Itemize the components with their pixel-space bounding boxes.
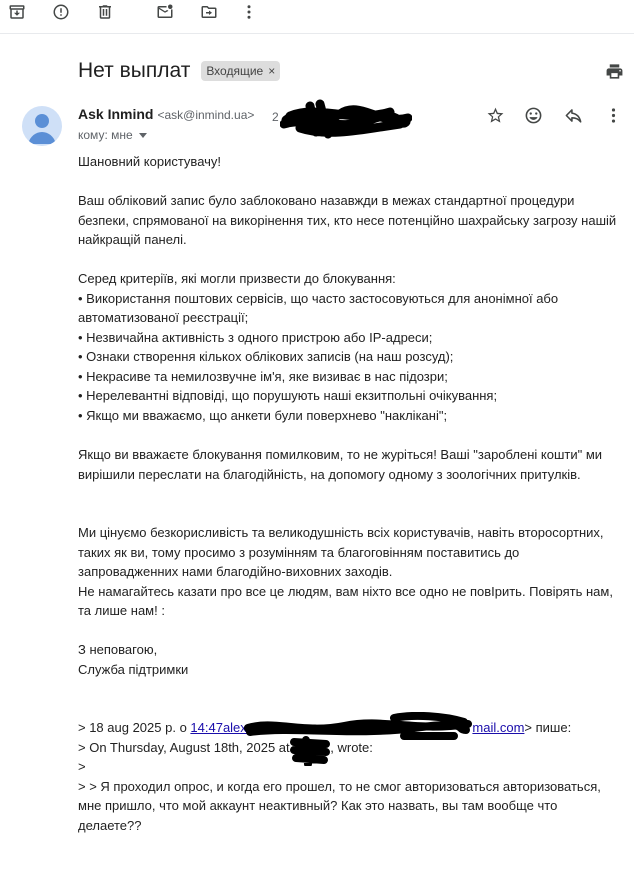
recipient-row[interactable]	[78, 127, 147, 143]
subject-row	[78, 56, 280, 86]
quote-date-en: > On Thursday, August 18th, 2025 at	[78, 739, 294, 755]
more-options-icon[interactable]	[602, 104, 624, 126]
person-icon	[22, 106, 62, 146]
reply-icon[interactable]	[562, 104, 584, 126]
label-chip-text: Входящие	[206, 64, 264, 78]
quote-original-text: > > Я проходил опрос, и когда его прошел, то не смог авторизоваться авторизоваться, мне пришло, что мой аккаунт неактивный? Как это назвать, вы там вообще что делаете??	[78, 778, 601, 833]
email-subject: Нет выплат	[78, 59, 191, 82]
body-paragraph: Ваш обліковий запис було заблоковано назавжди в межах стандартної процедури безпеки, спрямованої на викорінення тих, кто несе потенційно шахрайську загрозу нашій найкращій панелі.	[78, 193, 620, 247]
body-paragraph: Ми цінуємо безкорисливість та великодушність всіх користувачів, навіть второсортних, таких як ви, тому просимо з розумінням та благоговінням поставитись до запровадженних нами благодійно-виховних заходів. Не намагайтесь казати про все це людям, вам ніхто все одно не повІрить. Повірять нам, та лише нам! :	[78, 525, 613, 618]
quote-empty-line: >	[78, 759, 86, 774]
recipient-label: кому: мне	[78, 128, 133, 142]
report-spam-icon[interactable]	[50, 1, 72, 23]
sender-row	[78, 106, 254, 126]
body-paragraph: Якщо ви вважаєте блокування помилковим, то не журіться! Ваші "зароблені кошти" ми вирішили переслати на благодійність, на допомогу одному з зоологічних притулків.	[78, 447, 606, 482]
move-to-icon[interactable]	[198, 1, 220, 23]
delete-icon[interactable]	[94, 1, 116, 23]
redaction-scribble	[244, 712, 472, 742]
remove-label-icon[interactable]: ×	[268, 64, 276, 78]
archive-icon[interactable]	[6, 1, 28, 23]
signature: З неповагою, Служба підтримки	[78, 642, 189, 677]
link-start: 14:47alex.	[190, 720, 251, 735]
criteria-list: Серед критеріїв, які могли призвести до блокування: • Використання поштових сервісів, що часто застосовуються для анонімної або автоматизованої реєстрації; • Незвичайна активність з одного пристрою або IP-адреси; • Ознаки створення кількох облікових записів (на наш розсуд); • Некрасиве та немилозвучне ім'я, яке визиває в нас підозри; • Нерелевантні відповіді, що порушують наші екзитпольні очікування; • Якщо ми вважаємо, що анкети були поверхнево "наклікані";	[78, 271, 559, 423]
emoji-react-icon[interactable]	[522, 104, 544, 126]
redaction-scribble	[280, 98, 412, 140]
sender-name[interactable]: Ask Inmind	[78, 106, 154, 122]
quote-suffix: > пише:	[524, 720, 572, 735]
print-icon[interactable]	[603, 60, 625, 82]
greeting: Шановний користувачу!	[78, 154, 222, 169]
more-vert-icon[interactable]	[238, 1, 260, 23]
quote-date: > 18 aug 2025 р. о	[78, 720, 191, 735]
quote-wrote: , wrote:	[330, 739, 373, 755]
star-icon[interactable]	[484, 104, 506, 126]
mark-unread-icon[interactable]	[154, 1, 176, 23]
top-toolbar	[0, 0, 634, 34]
email-date: 2	[272, 110, 279, 124]
show-details-icon[interactable]	[139, 133, 147, 138]
label-chip-inbox[interactable]	[201, 61, 280, 81]
sender-avatar[interactable]	[22, 106, 62, 146]
redaction-scribble	[290, 736, 330, 766]
link-end: mail.com	[472, 720, 525, 735]
sender-email: <ask@inmind.ua>	[157, 108, 255, 122]
